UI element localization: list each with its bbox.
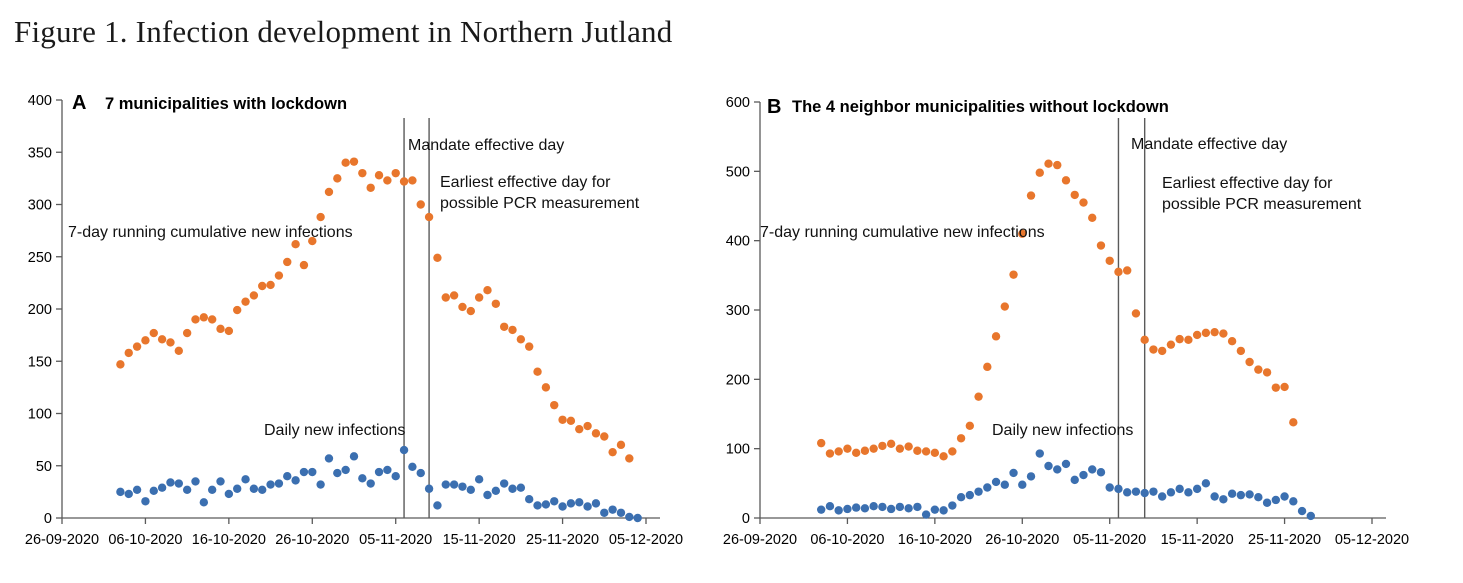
chart-panel-b [712,78,1463,568]
svg-text:300: 300 [725,303,750,319]
panel-a-pcr-annotation-line1: Earliest effective day for [440,174,611,191]
panel-b-mandate-annotation: Mandate effective day [1131,136,1288,153]
panel-b-letter: B [767,96,782,118]
svg-text:26-09-2020: 26-09-2020 [722,532,798,548]
svg-text:05-11-2020: 05-11-2020 [359,532,433,548]
svg-text:50: 50 [35,458,52,475]
panel-a-pcr-annotation-line2: possible PCR measurement [440,195,640,212]
svg-text:400: 400 [725,233,750,250]
figure-title: Figure 1. Infection development in Northern Jutland [14,14,673,49]
chart-plot-b [712,78,1463,568]
svg-text:25-11-2020: 25-11-2020 [526,532,600,548]
panel-a-letter: A [72,92,87,114]
svg-text:400: 400 [27,93,52,109]
svg-text:15-11-2020: 15-11-2020 [1160,532,1234,548]
svg-text:150: 150 [27,354,52,371]
panel-b-title: The 4 neighbor municipalities without lockdown [792,98,1169,116]
svg-text:16-10-2020: 16-10-2020 [897,532,972,548]
svg-text:26-10-2020: 26-10-2020 [275,532,350,548]
svg-text:100: 100 [27,406,52,423]
svg-text:05-11-2020: 05-11-2020 [1073,532,1147,548]
panel-a-title: 7 municipalities with lockdown [105,95,348,113]
svg-text:300: 300 [27,197,52,214]
svg-text:500: 500 [725,164,750,181]
chart-panel-a [0,78,712,568]
svg-text:16-10-2020: 16-10-2020 [191,532,266,548]
svg-text:26-09-2020: 26-09-2020 [24,532,100,548]
svg-text:0: 0 [43,511,52,527]
svg-text:0: 0 [741,511,750,527]
svg-text:26-10-2020: 26-10-2020 [985,532,1060,548]
panel-b-pcr-annotation-line2: possible PCR measurement [1162,196,1362,213]
svg-text:250: 250 [27,249,52,266]
svg-text:600: 600 [725,95,750,111]
svg-text:06-10-2020: 06-10-2020 [810,532,885,548]
svg-text:350: 350 [27,145,52,162]
svg-text:25-11-2020: 25-11-2020 [1248,532,1322,548]
svg-text:05-12-2020: 05-12-2020 [1334,532,1410,548]
svg-text:200: 200 [27,302,52,318]
panel-b-daily-series-label: Daily new infections [992,422,1134,439]
panel-a-daily-series-label: Daily new infections [264,422,406,439]
svg-text:100: 100 [725,441,750,458]
svg-text:15-11-2020: 15-11-2020 [442,532,516,548]
svg-text:05-12-2020: 05-12-2020 [608,532,684,548]
svg-text:200: 200 [725,372,750,389]
panel-a-mandate-annotation: Mandate effective day [408,137,565,154]
panel-a-cumulative-series-label: 7-day running cumulative new infections [68,224,353,241]
svg-text:06-10-2020: 06-10-2020 [108,532,183,548]
panel-b-pcr-annotation-line1: Earliest effective day for [1162,175,1333,192]
panel-b-cumulative-series-label: 7-day running cumulative new infections [760,224,1045,241]
chart-plot-a [0,78,712,568]
